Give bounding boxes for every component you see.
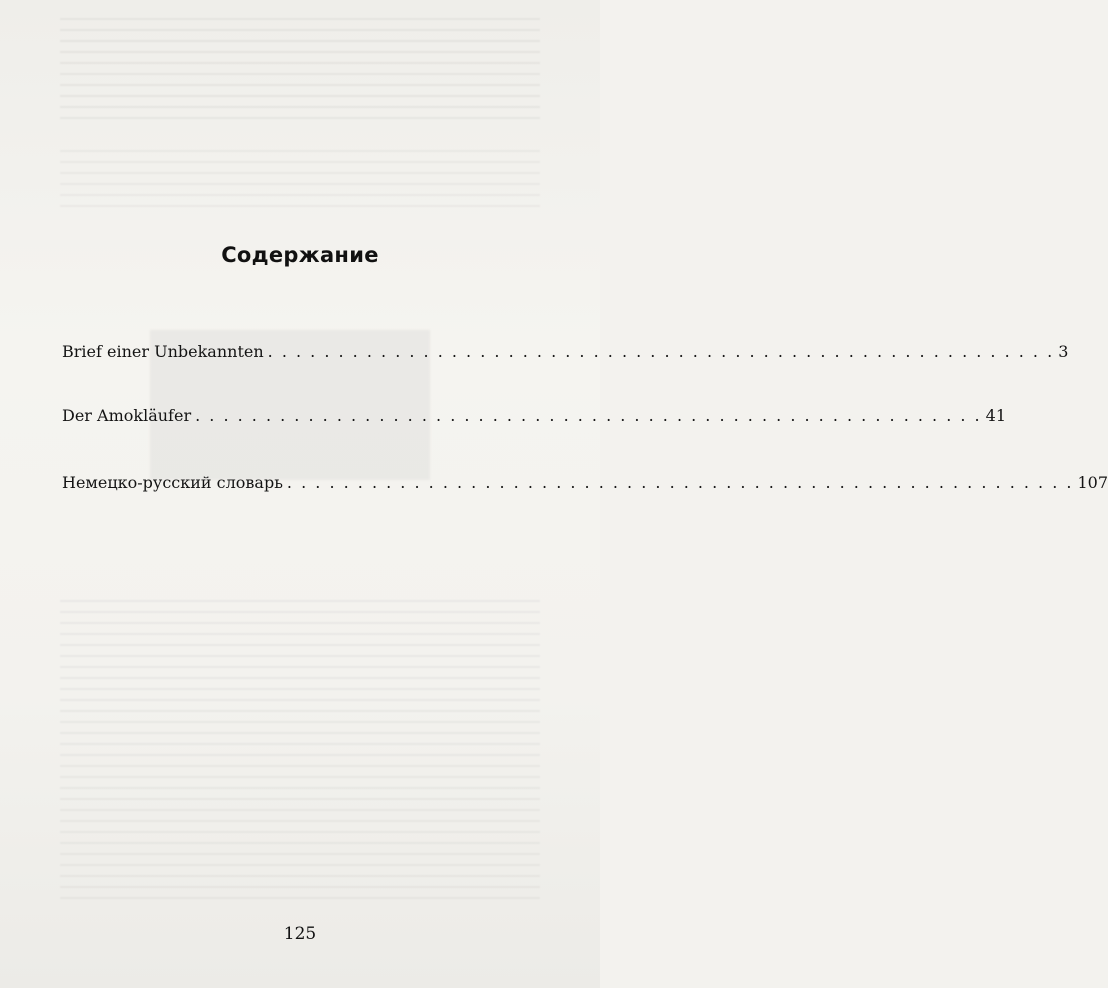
- toc-entry-title: Der Amokläufer: [62, 406, 192, 425]
- show-through-text: [60, 600, 540, 900]
- dot-leader: . . . . . . . . . . . . . . . . . . . . . . . . . . . . . . . . . . . . . . . . . . . . . . . . . . . . . . . .: [286, 473, 1074, 492]
- toc-entry-page: 3: [1058, 342, 1069, 361]
- toc-entry-page: 107: [1077, 473, 1108, 492]
- toc-entry-title: Brief einer Unbekannten: [62, 342, 264, 361]
- page-number: 125: [283, 924, 317, 944]
- toc-entry: [62, 342, 1069, 361]
- page-title: Содержание: [221, 243, 379, 267]
- show-through-text: [60, 150, 540, 210]
- toc-entry-title: Немецко-русский словарь: [62, 473, 283, 492]
- toc-entry-page: 41: [985, 406, 1006, 425]
- dot-leader: . . . . . . . . . . . . . . . . . . . . . . . . . . . . . . . . . . . . . . . . . . . . . . . . . . . . . . . .: [195, 406, 982, 425]
- dot-leader: . . . . . . . . . . . . . . . . . . . . . . . . . . . . . . . . . . . . . . . . . . . . . . . . . . . . . . . .: [267, 342, 1055, 361]
- toc-entry: [62, 473, 1108, 492]
- toc-entry: [62, 406, 1006, 425]
- show-through-text: [60, 18, 540, 128]
